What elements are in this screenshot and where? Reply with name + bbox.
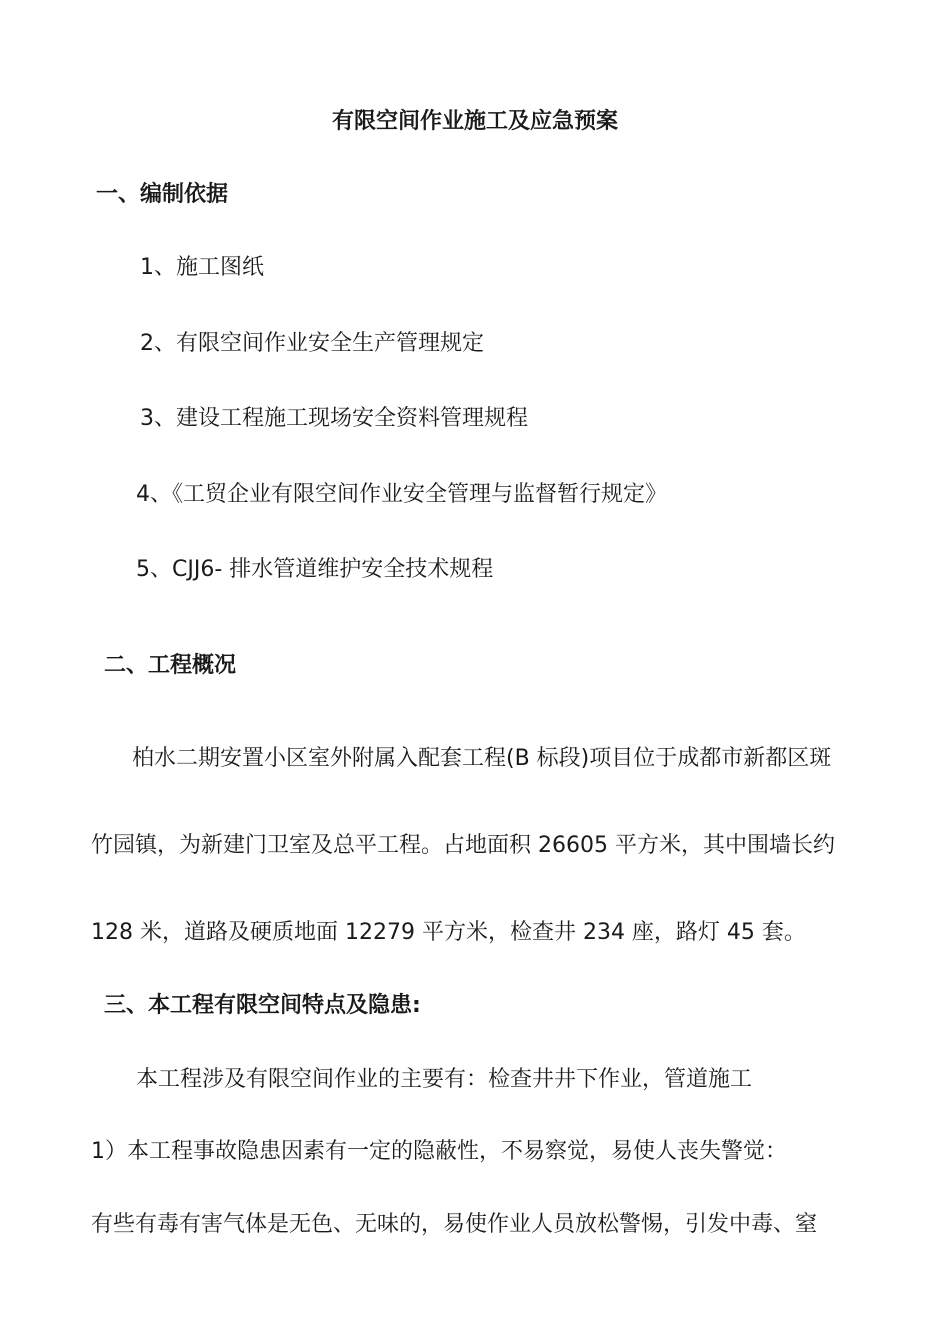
section-heading-overview: 二、工程概况 (104, 653, 237, 678)
overview-line-1: 柏水二期安置小区室外附属入配套工程(B 标段)项目位于成都市新都区斑 (132, 746, 832, 771)
section-heading-hazards: 三、本工程有限空间特点及隐患: (104, 993, 421, 1018)
hazards-line-3: 有些有毒有害气体是无色、无味的，易使作业人员放松警惕，引发中毒、窒 (91, 1212, 818, 1237)
basis-item-1: 1、施工图纸 (140, 255, 264, 280)
hazards-line-1: 本工程涉及有限空间作业的主要有：检查井井下作业，管道施工 (136, 1067, 753, 1092)
basis-item-2: 2、有限空间作业安全生产管理规定 (140, 331, 484, 356)
hazards-line-2: 1）本工程事故隐患因素有一定的隐蔽性，不易察觉，易使人丧失警觉： (91, 1139, 787, 1164)
section-heading-basis: 一、编制依据 (96, 182, 229, 207)
overview-line-2: 竹园镇，为新建门卫室及总平工程。占地面积 26605 平方米，其中围墙长约 (91, 833, 835, 858)
basis-item-5: 5、CJJ6- 排水管道维护安全技术规程 (136, 557, 494, 582)
overview-line-3: 128 米，道路及硬质地面 12279 平方米，检查井 234 座，路灯 45 套。 (91, 920, 806, 945)
basis-item-3: 3、建设工程施工现场安全资料管理规程 (140, 406, 528, 431)
document-title: 有限空间作业施工及应急预案 (331, 109, 618, 134)
basis-item-4: 4、《工贸企业有限空间作业安全管理与监督暂行规定》 (136, 482, 667, 507)
